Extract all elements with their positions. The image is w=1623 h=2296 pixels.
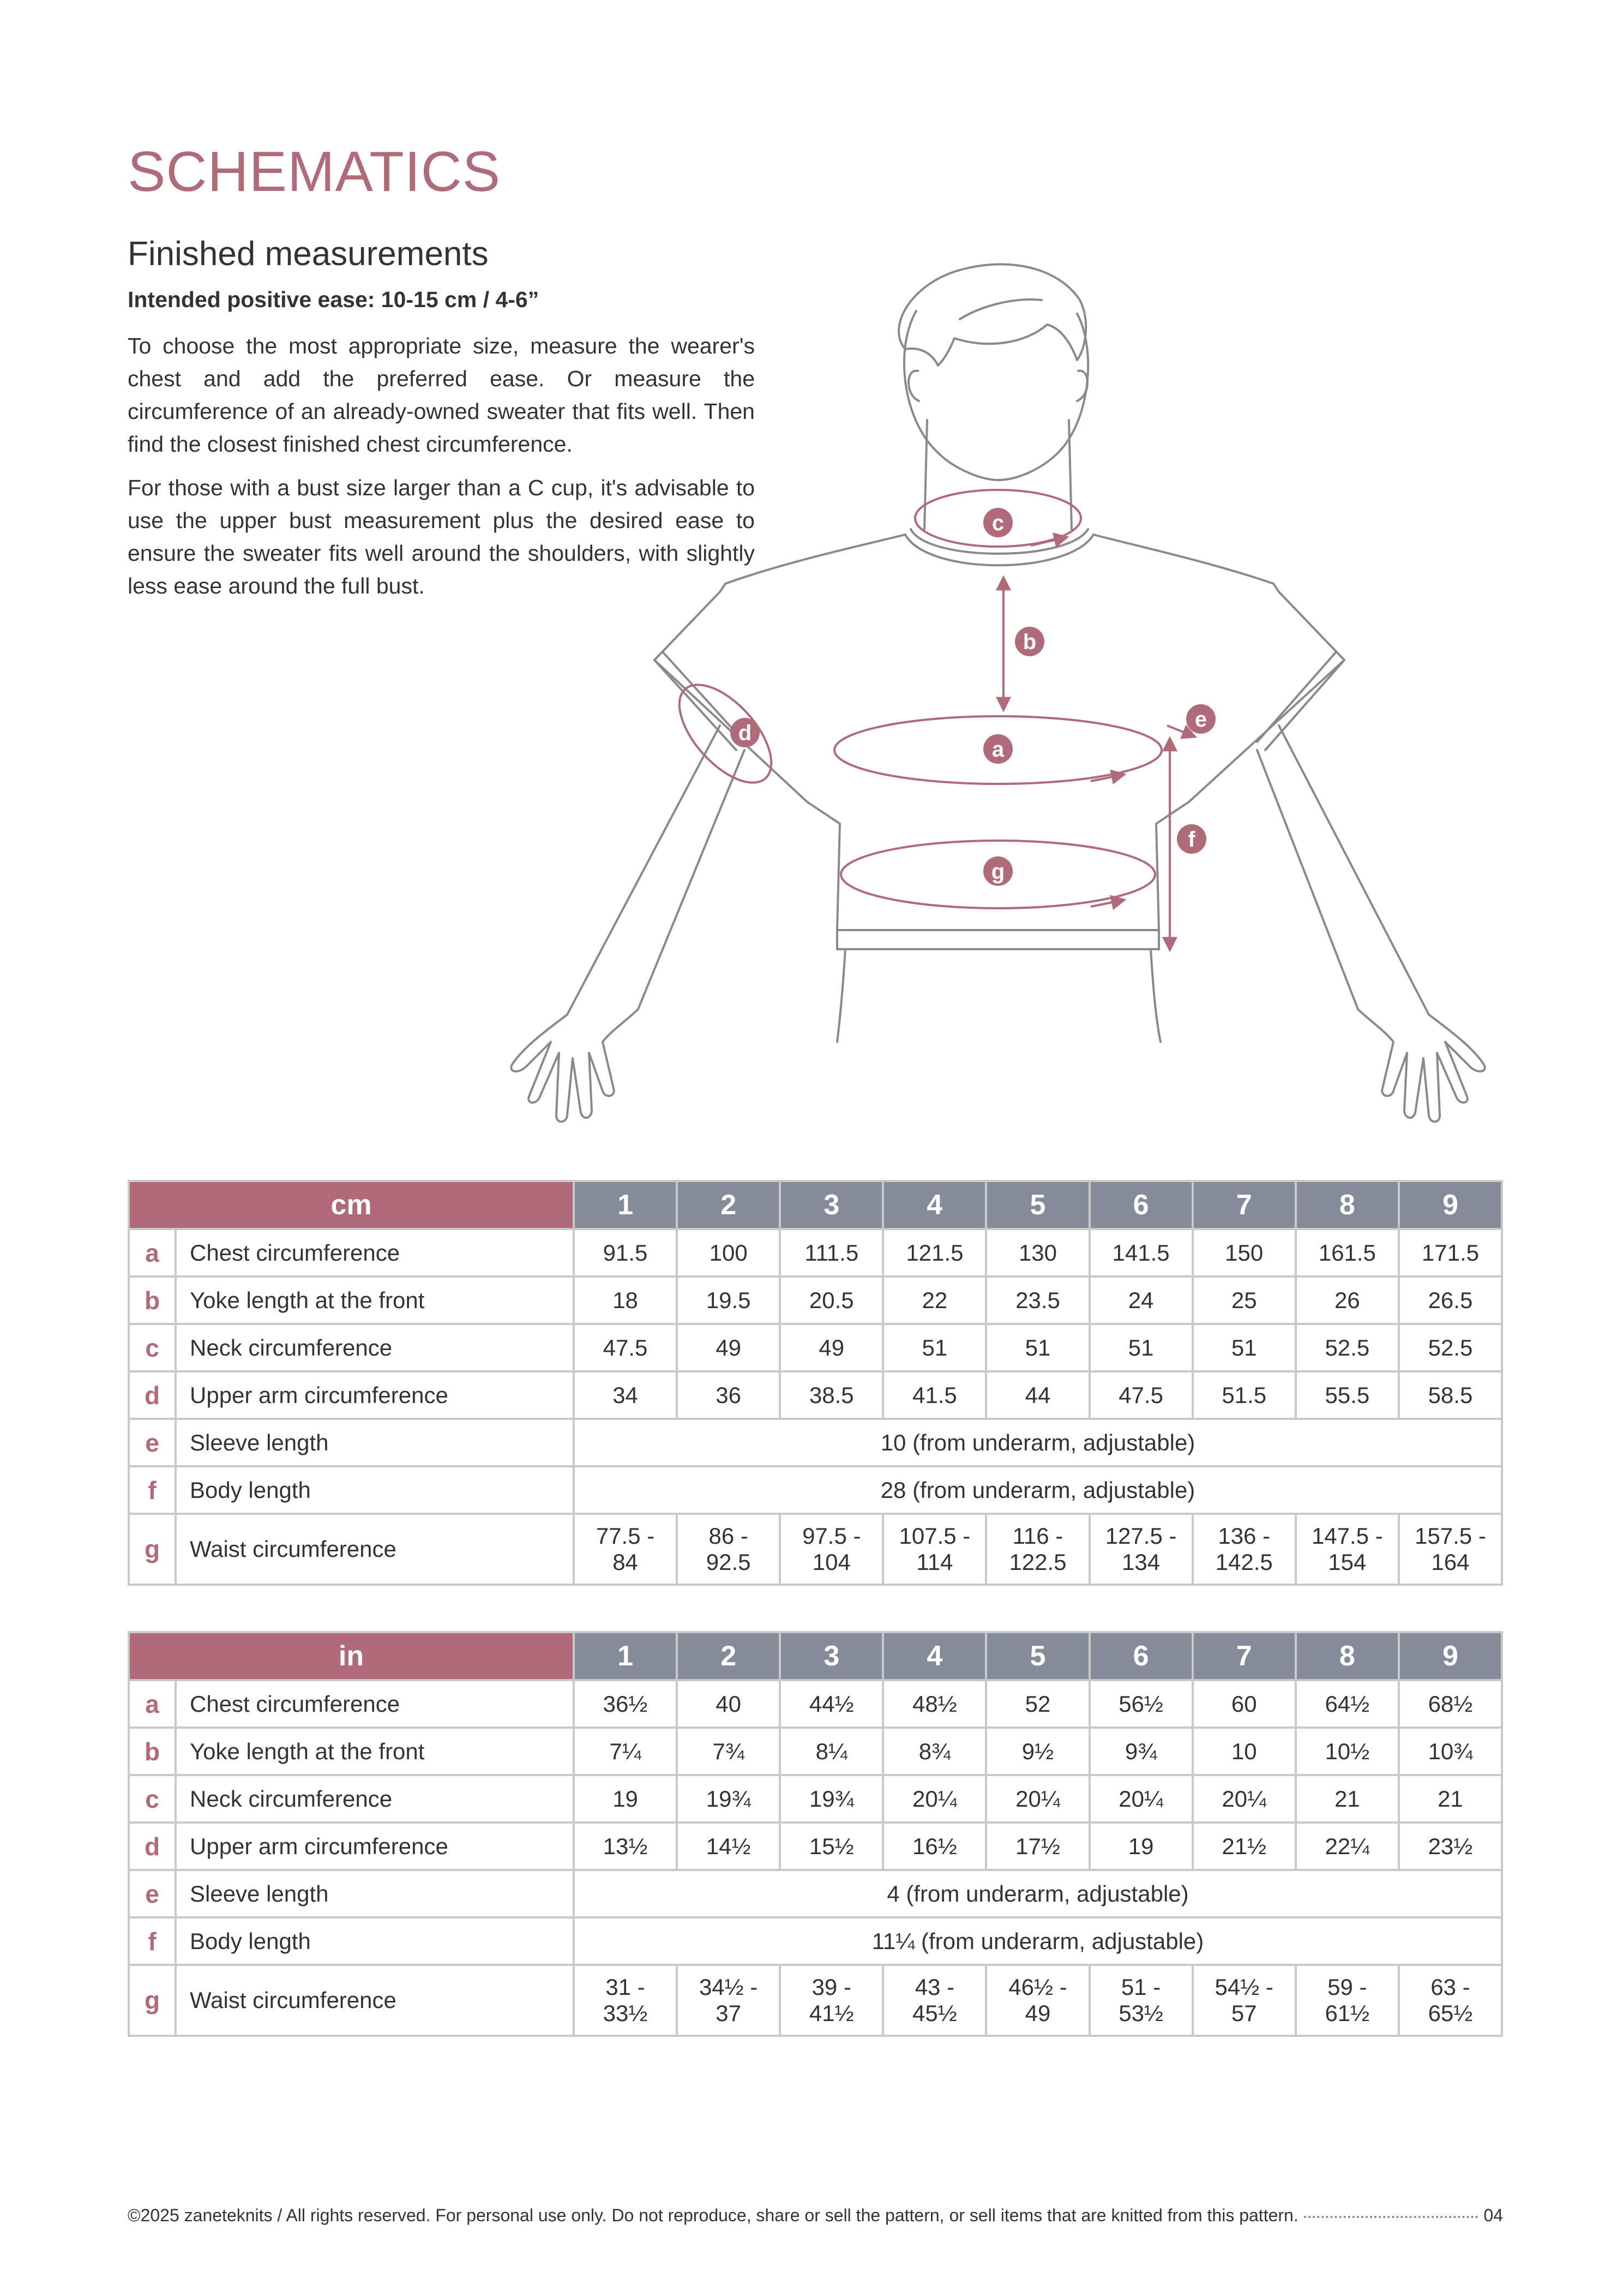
page-number: 04 [1483,2205,1503,2225]
svg-text:d: d [738,721,752,745]
row-label: Upper arm circumference [176,1371,574,1419]
value-cell: 20¼ [883,1775,986,1823]
value-cell: 36½ [574,1680,677,1728]
inch-measurements-table [128,1631,1503,2037]
table-row [129,1324,1502,1371]
value-cell [986,1514,1089,1585]
row-letter: c [129,1775,176,1823]
value-cell: 100 [677,1229,780,1276]
value-cell: 51.5 [1193,1371,1296,1419]
value-cell [780,1965,883,2036]
table-row [129,1514,1502,1585]
value-line: 157.5 - [1415,1523,1486,1549]
value-cell: 161.5 [1296,1229,1399,1276]
value-cell: 111.5 [780,1229,883,1276]
table-row [129,1728,1502,1775]
unit-header: in [129,1632,574,1680]
value-line: 147.5 - [1311,1523,1383,1549]
value-cell [986,1965,1089,2036]
value-line: 107.5 - [899,1523,971,1549]
value-cell: 25 [1193,1276,1296,1324]
value-cell: 51 [1193,1324,1296,1371]
spanning-value: 11¼ (from underarm, adjustable) [574,1917,1502,1965]
value-cell: 18 [574,1276,677,1324]
value-cell: 34 [574,1371,677,1419]
left-arm-outline [567,726,720,1015]
row-label: Chest circumference [176,1229,574,1276]
value-cell: 36 [677,1371,780,1419]
size-header: 7 [1193,1181,1296,1229]
value-line: 114 [916,1549,953,1575]
right-arm-outline [1279,726,1429,1015]
hair-outline [899,264,1086,365]
value-cell: 20¼ [986,1775,1089,1823]
value-line: 41½ [809,2000,854,2026]
value-line: 54½ - [1215,1974,1273,2000]
size-header: 3 [780,1632,883,1680]
value-line: 116 - [1012,1523,1063,1549]
row-label: Neck circumference [176,1324,574,1371]
value-cell [677,1514,780,1585]
size-header: 1 [574,1632,677,1680]
row-label: Sleeve length [176,1419,574,1466]
size-header: 9 [1399,1632,1502,1680]
marker-a [983,734,1013,764]
size-header: 7 [1193,1632,1296,1680]
value-line: 127.5 - [1105,1523,1177,1549]
size-header: 6 [1090,1181,1193,1229]
value-line: 59 - [1327,1974,1367,2000]
size-header: 5 [986,1632,1089,1680]
value-cell: 52 [986,1680,1089,1728]
value-cell [883,1514,986,1585]
value-cell: 51 [1090,1324,1193,1371]
marker-f [1177,824,1206,854]
table-row [129,1229,1502,1276]
value-cell: 19¾ [677,1775,780,1823]
value-cell: 19 [574,1775,677,1823]
value-cell: 14½ [677,1823,780,1870]
row-label: Yoke length at the front [176,1276,574,1324]
row-label: Upper arm circumference [176,1823,574,1870]
value-line: 31 - [605,1974,645,2000]
head-outline [904,311,1088,480]
size-header: 6 [1090,1632,1193,1680]
value-cell [1193,1965,1296,2036]
table-row [129,1680,1502,1728]
row-letter: g [129,1514,176,1585]
value-cell: 16½ [883,1823,986,1870]
table-row [129,1276,1502,1324]
value-cell: 13½ [574,1823,677,1870]
size-header: 9 [1399,1181,1502,1229]
row-letter: f [129,1917,176,1965]
row-letter: e [129,1870,176,1917]
unit-header: cm [129,1181,574,1229]
size-header: 8 [1296,1632,1399,1680]
value-line: 37 [716,2000,742,2026]
row-label: Waist circumference [176,1514,574,1585]
value-cell: 8¾ [883,1728,986,1775]
size-header: 2 [677,1632,780,1680]
value-cell: 15½ [780,1823,883,1870]
marker-c [983,508,1013,537]
table-row [129,1965,1502,2036]
intended-ease-note: Intended positive ease: 10-15 cm / 4-6” [128,287,539,312]
value-cell: 141.5 [1090,1229,1193,1276]
value-line: 164 [1431,1549,1470,1575]
value-line: 104 [812,1549,851,1575]
value-cell: 22 [883,1276,986,1324]
value-cell: 60 [1193,1680,1296,1728]
value-line: 39 - [812,1974,851,2000]
value-cell: 51 [883,1324,986,1371]
value-line: 86 - [708,1523,748,1549]
svg-text:c: c [991,511,1005,535]
value-cell: 17½ [986,1823,1089,1870]
value-line: 51 - [1121,1974,1161,2000]
value-cell [1399,1965,1502,2036]
spanning-value: 28 (from underarm, adjustable) [574,1466,1502,1514]
row-label: Sleeve length [176,1870,574,1917]
value-line: 97.5 - [802,1523,861,1549]
value-cell: 58.5 [1399,1371,1502,1419]
row-letter: a [129,1229,176,1276]
value-cell [1193,1514,1296,1585]
sweater-schematic [480,256,1516,1151]
size-header: 2 [677,1181,780,1229]
value-cell: 21 [1399,1775,1502,1823]
value-cell: 52.5 [1296,1324,1399,1371]
row-letter: d [129,1371,176,1419]
value-cell: 8¼ [780,1728,883,1775]
leader-dots [1304,2216,1478,2218]
value-line: 57 [1231,2000,1257,2026]
value-line: 134 [1122,1549,1161,1575]
value-cell: 19.5 [677,1276,780,1324]
value-cell: 48½ [883,1680,986,1728]
value-cell: 23½ [1399,1823,1502,1870]
value-cell [1090,1965,1193,2036]
value-cell: 40 [677,1680,780,1728]
value-line: 122.5 [1009,1549,1067,1575]
svg-text:g: g [991,860,1005,884]
value-cell: 22¼ [1296,1823,1399,1870]
svg-text:e: e [1194,708,1207,732]
sizing-paragraph-2: For those with a bust size larger than a C cup, it's advisable to use the upper bust measurement plus the desired ease to ensure the sweater fits well around the shoulders, with slightly less ease around the full bust. [128,475,755,598]
value-line: 33½ [603,2000,648,2026]
size-header: 3 [780,1181,883,1229]
table-row [129,1371,1502,1419]
size-header: 8 [1296,1181,1399,1229]
value-line: 154 [1328,1549,1367,1575]
value-line: 46½ - [1008,1974,1067,2000]
value-cell: 10¾ [1399,1728,1502,1775]
value-cell: 121.5 [883,1229,986,1276]
value-cell [677,1965,780,2036]
table-row [129,1466,1502,1514]
value-cell: 10 [1193,1728,1296,1775]
value-cell: 51 [986,1324,1089,1371]
row-letter: g [129,1965,176,2036]
value-cell: 91.5 [574,1229,677,1276]
value-cell: 55.5 [1296,1371,1399,1419]
value-cell: 21 [1296,1775,1399,1823]
marker-e [1186,704,1216,734]
size-header: 4 [883,1632,986,1680]
value-cell: 49 [677,1324,780,1371]
row-label: Chest circumference [176,1680,574,1728]
value-cell: 24 [1090,1276,1193,1324]
value-cell: 56½ [1090,1680,1193,1728]
value-cell [780,1514,883,1585]
value-cell: 171.5 [1399,1229,1502,1276]
row-letter: e [129,1419,176,1466]
value-cell [1399,1514,1502,1585]
value-line: 92.5 [706,1549,751,1575]
value-cell: 19 [1090,1823,1193,1870]
value-cell: 64½ [1296,1680,1399,1728]
sweater-body-outline [654,535,905,802]
row-label: Neck circumference [176,1775,574,1823]
value-line: 34½ - [699,1974,758,2000]
value-cell: 44½ [780,1680,883,1728]
value-cell: 23.5 [986,1276,1089,1324]
value-cell: 47.5 [1090,1371,1193,1419]
value-line: 84 [612,1549,638,1575]
value-line: 53½ [1119,2000,1163,2026]
value-cell: 9¾ [1090,1728,1193,1775]
value-line: 65½ [1428,2000,1473,2026]
value-cell [574,1514,677,1585]
value-cell: 19¾ [780,1775,883,1823]
value-cell: 21½ [1193,1823,1296,1870]
size-header: 1 [574,1181,677,1229]
value-cell: 7¾ [677,1728,780,1775]
value-cell: 130 [986,1229,1089,1276]
marker-g [983,856,1013,886]
value-line: 136 - [1218,1523,1271,1549]
value-line: 61½ [1325,2000,1370,2026]
value-cell: 20¼ [1193,1775,1296,1823]
value-cell [883,1965,986,2036]
table-row [129,1870,1502,1917]
size-header: 4 [883,1181,986,1229]
value-cell [574,1965,677,2036]
value-cell: 44 [986,1371,1089,1419]
value-line: 77.5 - [596,1523,655,1549]
value-cell: 68½ [1399,1680,1502,1728]
value-cell: 41.5 [883,1371,986,1419]
value-cell: 7¼ [574,1728,677,1775]
row-letter: d [129,1823,176,1870]
value-cell: 52.5 [1399,1324,1502,1371]
value-cell: 20.5 [780,1276,883,1324]
value-cell: 150 [1193,1229,1296,1276]
sizing-paragraph-1: To choose the most appropriate size, measure the wearer's chest and add the preferred ease. Or measure the circumference of an already-owned sweater that fits well. Then find the closest finished chest circumference. [128,333,755,457]
value-cell: 38.5 [780,1371,883,1419]
cm-measurements-table [128,1180,1503,1586]
table-row [129,1823,1502,1870]
spanning-value: 10 (from underarm, adjustable) [574,1419,1502,1466]
spanning-value: 4 (from underarm, adjustable) [574,1870,1502,1917]
table-row [129,1419,1502,1466]
value-cell: 47.5 [574,1324,677,1371]
value-cell: 20¼ [1090,1775,1193,1823]
svg-text:b: b [1023,630,1037,654]
row-letter: c [129,1324,176,1371]
row-label: Yoke length at the front [176,1728,574,1775]
svg-text:a: a [991,738,1005,762]
value-line: 63 - [1430,1974,1470,2000]
value-cell: 49 [780,1324,883,1371]
page-title: SCHEMATICS [128,140,501,203]
value-line: 142.5 [1215,1549,1273,1575]
row-label: Waist circumference [176,1965,574,2036]
row-letter: f [129,1466,176,1514]
value-cell: 26 [1296,1276,1399,1324]
row-label: Body length [176,1917,574,1965]
row-label: Body length [176,1466,574,1514]
row-letter: b [129,1276,176,1324]
page-footer [128,2205,1503,2226]
size-header: 5 [986,1181,1089,1229]
row-letter: a [129,1680,176,1728]
value-line: 45½ [912,2000,957,2026]
value-cell [1090,1514,1193,1585]
row-letter: b [129,1728,176,1775]
section-subtitle: Finished measurements [128,235,489,273]
value-line: 43 - [915,1974,955,2000]
marker-d [730,718,760,747]
value-cell: 10½ [1296,1728,1399,1775]
svg-text:f: f [1188,828,1195,852]
value-cell: 9½ [986,1728,1089,1775]
value-cell [1296,1514,1399,1585]
copyright-notice: ©2025 zaneteknits / All rights reserved. For personal use only. Do not reproduce, share or sell the pattern, or sell items that are knitted from this pattern. [128,2205,1299,2225]
value-cell: 26.5 [1399,1276,1502,1324]
value-line: 49 [1025,2000,1051,2026]
table-row [129,1917,1502,1965]
value-cell [1296,1965,1399,2036]
marker-b [1015,627,1044,656]
table-row [129,1775,1502,1823]
